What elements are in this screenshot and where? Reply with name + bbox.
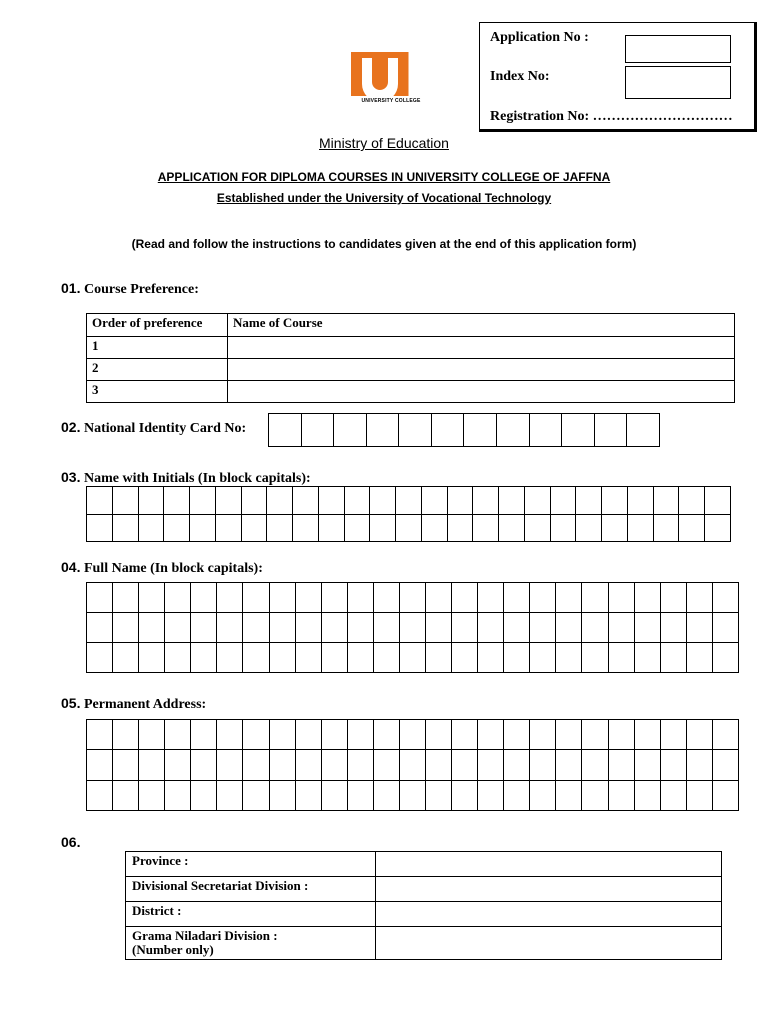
preference-2: 2 bbox=[87, 359, 228, 381]
char-box[interactable] bbox=[113, 643, 139, 673]
char-box[interactable] bbox=[712, 720, 738, 750]
char-box[interactable] bbox=[399, 720, 425, 750]
gn-division-field[interactable] bbox=[376, 927, 722, 960]
course-name-1-field[interactable] bbox=[228, 337, 735, 359]
char-box[interactable] bbox=[399, 583, 425, 613]
char-box[interactable] bbox=[165, 643, 191, 673]
char-box[interactable] bbox=[524, 487, 550, 515]
char-box[interactable] bbox=[191, 780, 217, 810]
char-box[interactable] bbox=[504, 613, 530, 643]
char-box[interactable] bbox=[164, 487, 190, 515]
char-box[interactable] bbox=[113, 613, 139, 643]
char-box[interactable] bbox=[347, 720, 373, 750]
char-box[interactable] bbox=[421, 514, 447, 542]
char-box[interactable] bbox=[550, 514, 576, 542]
preference-3: 3 bbox=[87, 381, 228, 403]
char-box[interactable] bbox=[712, 613, 738, 643]
char-box[interactable] bbox=[452, 780, 478, 810]
char-box[interactable] bbox=[608, 583, 634, 613]
char-box[interactable] bbox=[191, 583, 217, 613]
district-field[interactable] bbox=[376, 902, 722, 927]
char-box[interactable] bbox=[138, 487, 164, 515]
permanent-address-label: 05. Permanent Address: bbox=[61, 695, 207, 712]
char-box[interactable] bbox=[478, 643, 504, 673]
char-box[interactable] bbox=[447, 487, 473, 515]
char-box[interactable] bbox=[243, 750, 269, 780]
char-box[interactable] bbox=[165, 780, 191, 810]
application-no-label: Application No : bbox=[490, 30, 589, 45]
char-box[interactable] bbox=[705, 514, 731, 542]
char-box[interactable] bbox=[87, 583, 113, 613]
char-box[interactable] bbox=[421, 487, 447, 515]
char-box[interactable] bbox=[113, 720, 139, 750]
char-box[interactable] bbox=[191, 613, 217, 643]
char-box[interactable] bbox=[165, 720, 191, 750]
name-initials-grid[interactable] bbox=[86, 486, 731, 542]
char-box[interactable] bbox=[473, 487, 499, 515]
char-box[interactable] bbox=[660, 750, 686, 780]
char-box[interactable] bbox=[217, 750, 243, 780]
char-box[interactable] bbox=[243, 613, 269, 643]
ministry-title: Ministry of Education bbox=[319, 135, 449, 151]
application-no-field[interactable] bbox=[625, 35, 731, 63]
char-box[interactable] bbox=[164, 514, 190, 542]
char-box[interactable] bbox=[293, 487, 319, 515]
order-of-preference-header: Order of preference bbox=[87, 314, 228, 337]
char-box[interactable] bbox=[504, 720, 530, 750]
char-box[interactable] bbox=[660, 780, 686, 810]
char-box[interactable] bbox=[478, 750, 504, 780]
char-box[interactable] bbox=[370, 487, 396, 515]
registration-no-label: Registration No: ………………………… bbox=[490, 109, 733, 124]
char-box[interactable] bbox=[556, 613, 582, 643]
char-box[interactable] bbox=[295, 643, 321, 673]
char-box[interactable] bbox=[217, 583, 243, 613]
char-box[interactable] bbox=[165, 583, 191, 613]
char-box[interactable] bbox=[686, 613, 712, 643]
char-box[interactable] bbox=[321, 643, 347, 673]
char-box[interactable] bbox=[87, 643, 113, 673]
logo-caption: UNIVERSITY COLLEGE bbox=[361, 98, 421, 104]
char-box[interactable] bbox=[627, 514, 653, 542]
char-box[interactable] bbox=[399, 643, 425, 673]
char-box[interactable] bbox=[87, 613, 113, 643]
char-box[interactable] bbox=[686, 583, 712, 613]
char-box[interactable] bbox=[530, 583, 556, 613]
char-box[interactable] bbox=[504, 750, 530, 780]
char-box[interactable] bbox=[243, 780, 269, 810]
char-box[interactable] bbox=[634, 613, 660, 643]
char-box[interactable] bbox=[608, 720, 634, 750]
district-label: District : bbox=[126, 902, 376, 927]
char-box[interactable] bbox=[396, 487, 422, 515]
char-box[interactable] bbox=[556, 750, 582, 780]
char-box[interactable] bbox=[660, 583, 686, 613]
ds-division-field[interactable] bbox=[376, 877, 722, 902]
permanent-address-grid[interactable] bbox=[86, 719, 739, 811]
char-box[interactable] bbox=[602, 487, 628, 515]
char-box[interactable] bbox=[87, 780, 113, 810]
char-box[interactable] bbox=[594, 414, 627, 447]
char-box[interactable] bbox=[426, 583, 452, 613]
full-name-grid[interactable] bbox=[86, 582, 739, 673]
char-box[interactable] bbox=[217, 720, 243, 750]
char-box[interactable] bbox=[473, 514, 499, 542]
char-box[interactable] bbox=[318, 514, 344, 542]
char-box[interactable] bbox=[165, 613, 191, 643]
char-box[interactable] bbox=[478, 780, 504, 810]
char-box[interactable] bbox=[269, 613, 295, 643]
char-box[interactable] bbox=[653, 514, 679, 542]
char-box[interactable] bbox=[582, 613, 608, 643]
course-preference-label: 01. Course Preference: bbox=[61, 280, 199, 297]
char-box[interactable] bbox=[634, 780, 660, 810]
course-name-3-field[interactable] bbox=[228, 381, 735, 403]
char-box[interactable] bbox=[321, 750, 347, 780]
char-box[interactable] bbox=[139, 720, 165, 750]
char-box[interactable] bbox=[660, 613, 686, 643]
char-box[interactable] bbox=[634, 583, 660, 613]
char-box[interactable] bbox=[452, 720, 478, 750]
char-box[interactable] bbox=[712, 780, 738, 810]
char-box[interactable] bbox=[347, 613, 373, 643]
char-box[interactable] bbox=[686, 720, 712, 750]
char-box[interactable] bbox=[370, 514, 396, 542]
char-box[interactable] bbox=[530, 780, 556, 810]
char-box[interactable] bbox=[399, 780, 425, 810]
char-box[interactable] bbox=[504, 583, 530, 613]
char-box[interactable] bbox=[344, 514, 370, 542]
char-box[interactable] bbox=[556, 643, 582, 673]
char-box[interactable] bbox=[321, 613, 347, 643]
char-box[interactable] bbox=[464, 414, 497, 447]
section-06-label: 06. bbox=[61, 834, 81, 850]
char-box[interactable] bbox=[373, 780, 399, 810]
char-box[interactable] bbox=[87, 750, 113, 780]
char-box[interactable] bbox=[686, 750, 712, 780]
char-box[interactable] bbox=[530, 750, 556, 780]
char-box[interactable] bbox=[504, 643, 530, 673]
char-box[interactable] bbox=[608, 780, 634, 810]
char-box[interactable] bbox=[318, 487, 344, 515]
char-box[interactable] bbox=[241, 487, 267, 515]
char-box[interactable] bbox=[499, 514, 525, 542]
char-box[interactable] bbox=[295, 583, 321, 613]
char-box[interactable] bbox=[530, 643, 556, 673]
char-box[interactable] bbox=[295, 780, 321, 810]
char-box[interactable] bbox=[504, 780, 530, 810]
char-box[interactable] bbox=[113, 750, 139, 780]
char-box[interactable] bbox=[321, 720, 347, 750]
char-box[interactable] bbox=[478, 583, 504, 613]
char-box[interactable] bbox=[608, 613, 634, 643]
char-box[interactable] bbox=[426, 780, 452, 810]
char-box[interactable] bbox=[217, 780, 243, 810]
char-box[interactable] bbox=[562, 414, 595, 447]
char-box[interactable] bbox=[608, 643, 634, 673]
nic-input-grid[interactable] bbox=[268, 413, 660, 447]
char-box[interactable] bbox=[269, 780, 295, 810]
char-box[interactable] bbox=[712, 643, 738, 673]
form-main-title: APPLICATION FOR DIPLOMA COURSES IN UNIVERSITY COLLEGE OF JAFFNA bbox=[157, 170, 611, 184]
char-box[interactable] bbox=[712, 750, 738, 780]
index-no-field[interactable] bbox=[625, 66, 731, 99]
char-box[interactable] bbox=[373, 643, 399, 673]
nic-label: 02. National Identity Card No: bbox=[61, 419, 247, 436]
char-box[interactable] bbox=[478, 613, 504, 643]
char-box[interactable] bbox=[373, 613, 399, 643]
char-box[interactable] bbox=[452, 750, 478, 780]
university-college-logo bbox=[346, 50, 436, 110]
char-box[interactable] bbox=[679, 514, 705, 542]
char-box[interactable] bbox=[576, 514, 602, 542]
char-box[interactable] bbox=[660, 643, 686, 673]
char-box[interactable] bbox=[634, 720, 660, 750]
char-box[interactable] bbox=[602, 514, 628, 542]
char-box[interactable] bbox=[634, 643, 660, 673]
char-box[interactable] bbox=[608, 750, 634, 780]
application-box bbox=[479, 22, 757, 132]
char-box[interactable] bbox=[215, 514, 241, 542]
char-box[interactable] bbox=[660, 720, 686, 750]
char-box[interactable] bbox=[347, 750, 373, 780]
char-box[interactable] bbox=[347, 583, 373, 613]
char-box[interactable] bbox=[139, 643, 165, 673]
char-box[interactable] bbox=[241, 514, 267, 542]
char-box[interactable] bbox=[191, 750, 217, 780]
char-box[interactable] bbox=[269, 414, 302, 447]
char-box[interactable] bbox=[452, 613, 478, 643]
char-box[interactable] bbox=[165, 750, 191, 780]
char-box[interactable] bbox=[447, 514, 473, 542]
char-box[interactable] bbox=[399, 750, 425, 780]
char-box[interactable] bbox=[139, 750, 165, 780]
char-box[interactable] bbox=[269, 643, 295, 673]
instructions-note: (Read and follow the instructions to candidates given at the end of this application form) bbox=[131, 237, 637, 251]
char-box[interactable] bbox=[686, 780, 712, 810]
char-box[interactable] bbox=[321, 583, 347, 613]
gn-division-label: Grama Niladari Division : (Number only) bbox=[126, 927, 376, 960]
char-box[interactable] bbox=[217, 643, 243, 673]
char-box[interactable] bbox=[344, 487, 370, 515]
char-box[interactable] bbox=[478, 720, 504, 750]
char-box[interactable] bbox=[524, 514, 550, 542]
char-box[interactable] bbox=[301, 414, 334, 447]
char-box[interactable] bbox=[139, 780, 165, 810]
char-box[interactable] bbox=[582, 750, 608, 780]
char-box[interactable] bbox=[139, 583, 165, 613]
char-box[interactable] bbox=[431, 414, 464, 447]
char-box[interactable] bbox=[556, 583, 582, 613]
full-name-label: 04. Full Name (In block capitals): bbox=[61, 559, 263, 576]
ds-division-label: Divisional Secretariat Division : bbox=[126, 877, 376, 902]
char-box[interactable] bbox=[347, 780, 373, 810]
char-box[interactable] bbox=[530, 613, 556, 643]
char-box[interactable] bbox=[627, 487, 653, 515]
char-box[interactable] bbox=[267, 514, 293, 542]
char-box[interactable] bbox=[705, 487, 731, 515]
char-box[interactable] bbox=[87, 720, 113, 750]
char-box[interactable] bbox=[321, 780, 347, 810]
char-box[interactable] bbox=[269, 720, 295, 750]
index-no-label: Index No: bbox=[490, 69, 550, 84]
char-box[interactable] bbox=[426, 750, 452, 780]
char-box[interactable] bbox=[190, 514, 216, 542]
char-box[interactable] bbox=[426, 720, 452, 750]
char-box[interactable] bbox=[113, 583, 139, 613]
char-box[interactable] bbox=[293, 514, 319, 542]
char-box[interactable] bbox=[373, 583, 399, 613]
char-box[interactable] bbox=[399, 414, 432, 447]
char-box[interactable] bbox=[191, 643, 217, 673]
char-box[interactable] bbox=[653, 487, 679, 515]
char-box[interactable] bbox=[243, 643, 269, 673]
char-box[interactable] bbox=[112, 514, 138, 542]
name-of-course-header: Name of Course bbox=[228, 314, 735, 337]
char-box[interactable] bbox=[190, 487, 216, 515]
char-box[interactable] bbox=[373, 750, 399, 780]
char-box[interactable] bbox=[452, 583, 478, 613]
char-box[interactable] bbox=[243, 583, 269, 613]
char-box[interactable] bbox=[112, 487, 138, 515]
char-box[interactable] bbox=[269, 750, 295, 780]
char-box[interactable] bbox=[373, 720, 399, 750]
char-box[interactable] bbox=[399, 613, 425, 643]
char-box[interactable] bbox=[217, 613, 243, 643]
char-box[interactable] bbox=[269, 583, 295, 613]
char-box[interactable] bbox=[426, 643, 452, 673]
char-box[interactable] bbox=[215, 487, 241, 515]
char-box[interactable] bbox=[550, 487, 576, 515]
char-box[interactable] bbox=[556, 720, 582, 750]
char-box[interactable] bbox=[347, 643, 373, 673]
char-box[interactable] bbox=[396, 514, 422, 542]
char-box[interactable] bbox=[295, 613, 321, 643]
location-table bbox=[125, 851, 722, 960]
char-box[interactable] bbox=[334, 414, 367, 447]
char-box[interactable] bbox=[243, 720, 269, 750]
char-box[interactable] bbox=[634, 750, 660, 780]
char-box[interactable] bbox=[139, 613, 165, 643]
char-box[interactable] bbox=[582, 643, 608, 673]
char-box[interactable] bbox=[576, 487, 602, 515]
char-box[interactable] bbox=[582, 780, 608, 810]
char-box[interactable] bbox=[530, 720, 556, 750]
char-box[interactable] bbox=[87, 487, 113, 515]
preference-1: 1 bbox=[87, 337, 228, 359]
char-box[interactable] bbox=[556, 780, 582, 810]
char-box[interactable] bbox=[87, 514, 113, 542]
char-box[interactable] bbox=[295, 720, 321, 750]
char-box[interactable] bbox=[497, 414, 530, 447]
char-box[interactable] bbox=[426, 613, 452, 643]
course-preference-table bbox=[86, 313, 735, 403]
char-box[interactable] bbox=[627, 414, 660, 447]
course-name-2-field[interactable] bbox=[228, 359, 735, 381]
char-box[interactable] bbox=[138, 514, 164, 542]
form-subtitle: Established under the University of Vocational Technology bbox=[216, 191, 552, 205]
char-box[interactable] bbox=[499, 487, 525, 515]
char-box[interactable] bbox=[712, 583, 738, 613]
char-box[interactable] bbox=[582, 583, 608, 613]
char-box[interactable] bbox=[529, 414, 562, 447]
name-initials-label: 03. Name with Initials (In block capitals): bbox=[61, 469, 311, 486]
char-box[interactable] bbox=[267, 487, 293, 515]
char-box[interactable] bbox=[295, 750, 321, 780]
char-box[interactable] bbox=[113, 780, 139, 810]
char-box[interactable] bbox=[452, 643, 478, 673]
char-box[interactable] bbox=[582, 720, 608, 750]
char-box[interactable] bbox=[191, 720, 217, 750]
char-box[interactable] bbox=[686, 643, 712, 673]
char-box[interactable] bbox=[679, 487, 705, 515]
char-box[interactable] bbox=[366, 414, 399, 447]
province-field[interactable] bbox=[376, 852, 722, 877]
province-label: Province : bbox=[126, 852, 376, 877]
